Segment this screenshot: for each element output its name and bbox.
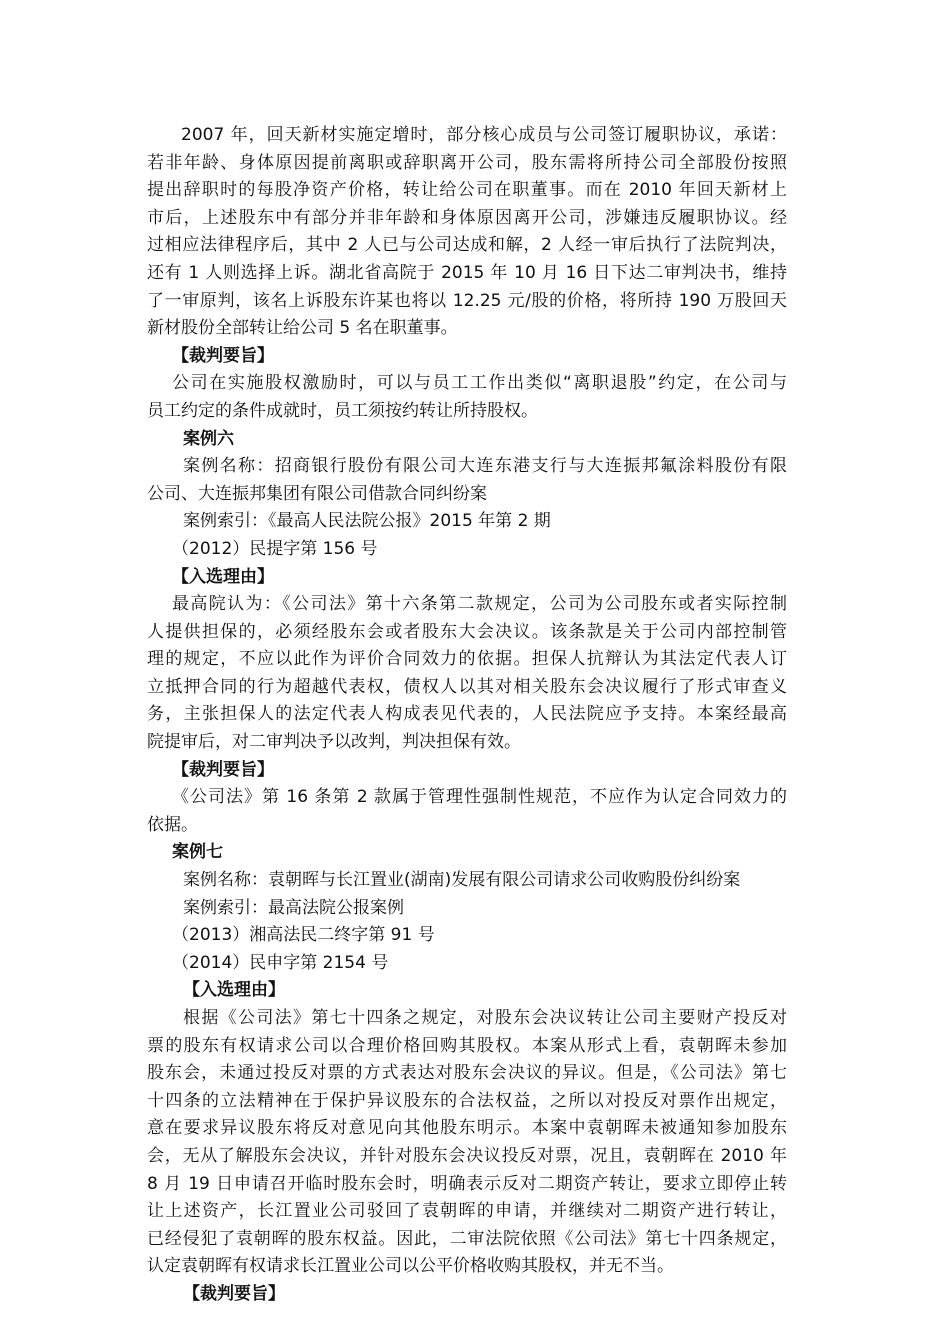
text-line: 十四条的立法精神在于保护异议股东的合法权益，之所以对投反对票作出规定， (147, 1090, 787, 1111)
text-line: 理的规定，不应以此作为评价合同效力的依据。担保人抗辩认为其法定代表人订 (147, 649, 787, 670)
text-line: 认定袁朝晖有权请求长江置业公司以公平价格收购其股权，并无不当。 (147, 1256, 674, 1277)
text-line: 务，主张担保人的法定代表人构成表见代表的，人民法院应予支持。本案经最高 (147, 704, 787, 725)
paragraph-reason (147, 1005, 787, 1281)
text-line: 公司在实施股权激励时，可以与员工工作出类似“离职退股”约定，在公司与 (172, 373, 787, 394)
text-line: 《公司法》第 16 条第 2 款属于管理性强制性规范，不应作为认定合同效力的 (172, 787, 787, 808)
case-title: 案例七 (172, 842, 223, 863)
text-line: 市后，上述股东中有部分并非年龄和身体原因离开公司，涉嫌违反履职协议。经 (147, 207, 787, 228)
case-index: 案例索引：《最高人民法院公报》2015 年第 2 期 (183, 511, 551, 532)
text-line: 8 月 19 日申请召开临时股东会时，明确表示反对二期资产转让，要求立即停止转 (147, 1173, 787, 1194)
case-name-line: 公司、大连振邦集团有限公司借款合同纠纷案 (147, 483, 487, 504)
text-line: 院提审后，对二审判决予以改判，判决担保有效。 (147, 732, 521, 753)
paragraph-gist (147, 784, 787, 839)
text-line: 让上述资产，长江置业公司驳回了袁朝晖的申请，并继续对二期资产进行转让， (147, 1201, 787, 1222)
text-line: 会，无从了解股东会决议，并针对股东会决议投反对票，况且，袁朝晖在 2010 年 (147, 1145, 787, 1166)
section-heading-gist: 【裁判要旨】 (172, 759, 274, 780)
text-line: 依据。 (147, 814, 198, 835)
section-heading-gist: 【裁判要旨】 (172, 345, 274, 366)
text-line: 新材股份全部转让给公司 5 名在职董事。 (147, 318, 458, 339)
text-line: 立抵押合同的行为超越代表权，债权人以其对相关股东会决议履行了形式审查义 (147, 676, 787, 697)
text-line: 票的股东有权请求公司以合理价格回购其股权。本案从形式上看，袁朝晖未参加 (147, 1035, 787, 1056)
text-line: 员工约定的条件成就时，员工须按约转让所持股权。 (147, 400, 538, 421)
case-title: 案例六 (183, 428, 234, 449)
case-docno: （2014）民申字第 2154 号 (172, 952, 389, 973)
text-line: 了一审原判，该名上诉股东许某也将以 12.25 元/股的价格，将所持 190 万股回天 (147, 290, 787, 311)
text-line: 已经侵犯了袁朝晖的股东权益。因此，二审法院依照《公司法》第七十四条规定， (147, 1228, 787, 1249)
text-line: 意在要求异议股东将反对意见向其他股东明示。本案中袁朝晖未被通知参加股东 (147, 1118, 787, 1139)
paragraph-gist (147, 370, 787, 425)
text-line: 过相应法律程序后，其中 2 人已与公司达成和解，2 人经一审后执行了法院判决， (147, 235, 787, 256)
section-heading-reason: 【入选理由】 (172, 566, 274, 587)
case-name-line: 案例名称：袁朝晖与长江置业(湖南)发展有限公司请求公司收购股份纠纷案 (183, 870, 741, 891)
text-line: 股东会，未通过投反对票的方式表达对股东会决议的异议。但是，《公司法》第七 (147, 1063, 787, 1084)
document-page (147, 122, 787, 1309)
text-line: 还有 1 人则选择上诉。湖北省高院于 2015 年 10 月 16 日下达二审判决书，维持 (147, 262, 787, 283)
paragraph-reason (147, 591, 787, 757)
case-index: 案例索引：最高法院公报案例 (183, 897, 404, 918)
case-docno: （2013）湘高法民二终字第 91 号 (172, 925, 435, 946)
text-line: 人提供担保的，必须经股东会或者股东大会决议。该条款是关于公司内部控制管 (147, 621, 787, 642)
case-name-line: 案例名称：招商银行股份有限公司大连东港支行与大连振邦氟涂料股份有限 (183, 456, 787, 477)
text-line: 最高院认为：《公司法》第十六条第二款规定，公司为公司股东或者实际控制 (172, 594, 787, 615)
case-docno: （2012）民提字第 156 号 (172, 538, 378, 559)
text-line: 若非年龄、身体原因提前离职或辞职离开公司，股东需将所持公司全部股份按照 (147, 152, 787, 173)
section-heading-reason: 【入选理由】 (183, 980, 285, 1001)
text-line: 根据《公司法》第七十四条之规定，对股东会决议转让公司主要财产投反对 (183, 1008, 787, 1028)
text-line: 提出辞职时的每股净资产价格，转让给公司在职董事。而在 2010 年回天新材上 (147, 180, 787, 201)
text-line: 2007 年，回天新材实施定增时，部分核心成员与公司签订履职协议，承诺： (181, 125, 787, 145)
section-heading-gist: 【裁判要旨】 (183, 1283, 285, 1304)
paragraph-intro (147, 122, 787, 343)
